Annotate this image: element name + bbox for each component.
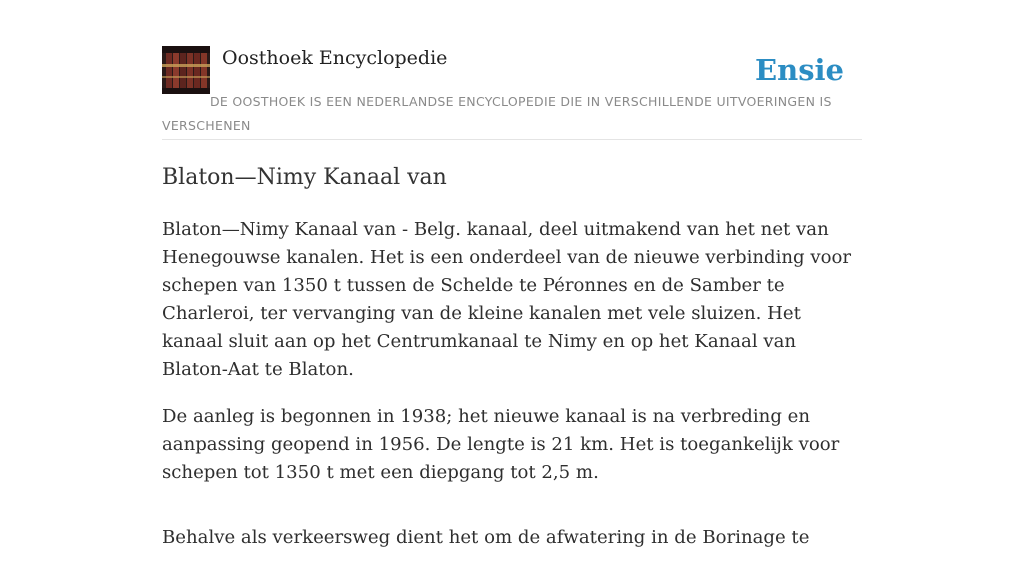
brand-logo[interactable]: Ensie [755,53,844,87]
source-tagline: DE OOSTHOEK IS EEN NEDERLANDSE ENCYCLOPEDIE DIE IN VERSCHILLENDE UITVOERINGEN IS VERSCHENEN [162,94,832,133]
page-title: Blaton—Nimy Kanaal van [162,165,447,190]
encyclopedia-books-icon[interactable] [162,46,210,94]
article-body [162,216,862,571]
article-paragraph: Behalve als verkeersweg dient het om de afwatering in de Borinage te [162,527,810,548]
source-name[interactable]: Oosthoek Encyclopedie [222,47,448,69]
article-paragraph: De aanleg is begonnen in 1938; het nieuwe kanaal is na verbreding en aanpassing geopend in 1956. De lengte is 21 km. Het is toegankelijk voor schepen tot 1350 t met een diepgang tot 2,5 m. [162,406,840,483]
article-paragraph: Blaton—Nimy Kanaal van - Belg. kanaal, deel uitmakend van het net van Henegouwse kanalen. Het is een onderdeel van de nieuwe verbinding voor schepen van 1350 t tussen de Schelde te Péronnes en de Samber te Charleroi, ter vervanging van de kleine kanalen met vele sluizen. Het kanaal sluit aan op het Centrumkanaal te Nimy en op het Kanaal van Blaton-Aat te Blaton. [162,219,852,380]
source-header [162,46,862,140]
